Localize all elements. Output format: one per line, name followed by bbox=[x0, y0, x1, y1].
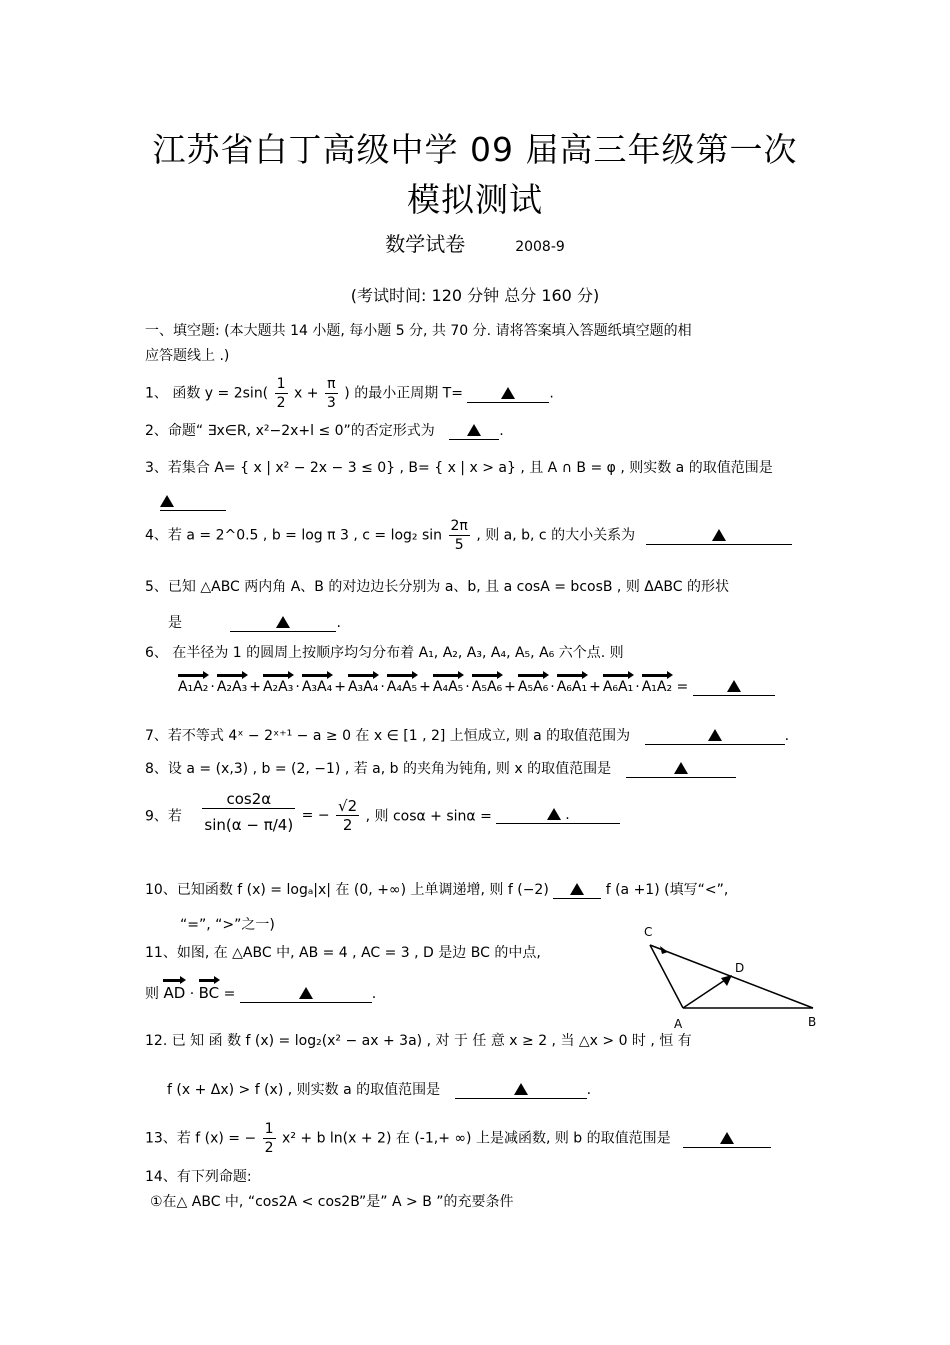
triangle-marker-icon bbox=[276, 616, 290, 628]
q13-frac-den: 2 bbox=[264, 1140, 274, 1156]
question-1: 1、 函数 y = 2sin( $\frac{1}{2}$ x + $\frac{\pi}{3}$ ) 的最小正周期 T= . bbox=[145, 376, 554, 411]
exam-date: 2008-9 bbox=[515, 239, 565, 255]
q6-vector-2: A₂A₃ bbox=[217, 673, 247, 695]
label-a: A bbox=[674, 1017, 683, 1031]
q10-text-post: f (a +1) (填写“<”, bbox=[605, 882, 729, 898]
arrowhead-icon bbox=[660, 946, 668, 954]
q6-vector-10: A₆A₁ bbox=[557, 673, 587, 695]
q1-frac1-num: 1 bbox=[276, 376, 286, 392]
question-12-line2: f (x + Δx) > f (x) , 则实数 a 的取值范围是 . bbox=[167, 1082, 592, 1098]
q4-text-pre: 4、若 a = 2^0.5 , b = log π 3 , c = log₂ sin bbox=[145, 527, 443, 544]
q6-vector-3: A₂A₃ bbox=[263, 673, 293, 695]
exam-info: (考试时间: 120 分钟 总分 160 分) bbox=[350, 286, 600, 305]
label-b: B bbox=[808, 1015, 817, 1029]
q6-operator-3: · bbox=[295, 679, 300, 695]
q2-text: 2、命题“ ∃x∈R, x²−2x+l ≤ 0”的否定形式为 bbox=[145, 423, 435, 439]
q6-equals: = bbox=[676, 679, 689, 695]
q6-vector-12: A₁A₂ bbox=[642, 673, 672, 695]
q8-text: 8、设 a = (x,3) , b = (2, −1) , 若 a, b 的夹角为钝角, 则 x 的取值范围是 bbox=[145, 761, 612, 777]
q12-answer-blank[interactable] bbox=[455, 1082, 587, 1099]
q6-vector-7: A₄A₅ bbox=[433, 673, 463, 695]
q1-fraction-2 bbox=[325, 375, 338, 412]
q6-operator-4: + bbox=[334, 679, 346, 695]
question-14-item1: ①在△ ABC 中, “cos2A < cos2B”是” A > B ”的充要条件 bbox=[150, 1194, 514, 1210]
question-5-line1: 5、已知 △ABC 两内角 A、B 的对边边长分别为 a、b, 且 a cosA = bcosB , 则 ΔABC 的形状 bbox=[145, 579, 730, 595]
question-8 bbox=[145, 758, 736, 778]
q13-frac-num: 1 bbox=[264, 1121, 274, 1137]
q7-text: 7、若不等式 4ˣ − 2ˣ⁺¹ − a ≥ 0 在 x ∈ [1 , 2] 上恒成立, 则 a 的取值范围为 bbox=[145, 728, 631, 744]
q6-vector-8: A₅A₆ bbox=[472, 673, 502, 695]
q6-vector-11: A₆A₁ bbox=[603, 673, 633, 695]
question-10-line1 bbox=[145, 879, 728, 899]
q6-vector-5: A₃A₄ bbox=[348, 673, 378, 695]
q9-fraction-left bbox=[202, 790, 295, 841]
q11-vector-ad: AD bbox=[163, 978, 185, 1002]
triangle-marker-icon bbox=[514, 1083, 528, 1095]
q6-vector-4: A₃A₄ bbox=[302, 673, 332, 695]
q6-operator-1: · bbox=[210, 679, 215, 695]
question-7: 7、若不等式 4ˣ − 2ˣ⁺¹ − a ≥ 0 在 x ∈ [1 , 2] 上恒成立, 则 a 的取值范围为 . bbox=[145, 728, 790, 744]
segment-cb bbox=[650, 945, 813, 1008]
q6-operator-9: · bbox=[550, 679, 555, 695]
question-12-line1: 12. 已 知 函 数 f (x) = log₂(x² − ax + 3a) , 对 于 任 意 x ≥ 2 , 当 △x > 0 时 , 恒 有 bbox=[145, 1033, 692, 1049]
q2-answer-blank[interactable] bbox=[449, 423, 499, 440]
q6-operator-8: + bbox=[504, 679, 516, 695]
q6-operator-2: + bbox=[249, 679, 261, 695]
q6-operator-11: · bbox=[635, 679, 640, 695]
q6-operator-10: + bbox=[589, 679, 601, 695]
q9-frac-right-den: 2 bbox=[342, 816, 353, 834]
q10-text-pre: 10、已知函数 f (x) = logₐ|x| 在 (0, +∞) 上单调递增, 则 f (−2) bbox=[145, 882, 549, 898]
q11-dot: · bbox=[189, 986, 195, 1002]
triangle-marker-icon bbox=[160, 495, 174, 507]
q9-text-pre: 9、若 bbox=[145, 808, 182, 825]
q6-vector-expression bbox=[178, 679, 672, 695]
vector-ad-arrow bbox=[683, 978, 728, 1008]
q1-frac1-den: 2 bbox=[276, 395, 286, 411]
triangle-marker-icon bbox=[712, 529, 726, 541]
exam-title-line1: 江苏省白丁高级中学 09 届高三年级第一次 bbox=[152, 130, 798, 169]
q9-frac-den: sin(α − π/4) bbox=[204, 816, 294, 834]
q6-operator-5: · bbox=[380, 679, 385, 695]
question-3: 3、若集合 A= { x | x² − 2x − 3 ≤ 0} , B= { x | x > a} , 且 A ∩ B = φ , 则实数 a 的取值范围是 bbox=[145, 460, 773, 476]
question-5-line2: 是 . bbox=[168, 615, 341, 631]
question-11-line1: 11、如图, 在 △ABC 中, AB = 4 , AC = 3 , D 是边 BC 的中点, bbox=[145, 945, 541, 961]
q4-frac-num: 2π bbox=[450, 518, 468, 534]
q13-answer-blank[interactable] bbox=[683, 1131, 771, 1148]
arrowhead-icon bbox=[721, 975, 732, 986]
q11-vector-bc: BC bbox=[199, 978, 220, 1002]
q9-equals: = − bbox=[301, 807, 330, 824]
section-heading-line1: 一、填空题: (本大题共 14 小题, 每小题 5 分, 共 70 分. 请将答案填入答题纸填空题的相 bbox=[145, 323, 692, 339]
q6-vector-6: A₄A₅ bbox=[387, 673, 417, 695]
q9-frac-right-num: √2 bbox=[338, 797, 358, 815]
exam-subtitle bbox=[0, 228, 950, 257]
q9-fraction-right bbox=[336, 797, 359, 834]
q3-answer-blank[interactable] bbox=[160, 494, 226, 511]
q4-fraction bbox=[449, 517, 470, 554]
q11-equals: = bbox=[223, 986, 236, 1002]
label-c: C bbox=[644, 925, 653, 939]
question-4 bbox=[145, 517, 792, 554]
triangle-marker-icon bbox=[570, 883, 584, 895]
question-14-line1: 14、有下列命题: bbox=[145, 1169, 252, 1185]
q5-line2-text: 是 bbox=[168, 615, 182, 631]
triangle-marker-icon bbox=[674, 762, 688, 774]
q4-text-post: , 则 a, b, c 的大小关系为 bbox=[476, 527, 636, 544]
question-13 bbox=[145, 1120, 771, 1157]
q9-frac-num: cos2α bbox=[202, 790, 295, 809]
q6-operator-7: · bbox=[465, 679, 470, 695]
exam-title-line2: 模拟测试 bbox=[407, 180, 543, 219]
triangle-marker-icon bbox=[501, 387, 515, 399]
q3-answer-line[interactable] bbox=[160, 494, 226, 511]
q13-fraction bbox=[263, 1120, 276, 1157]
question-6-line1: 6、 在半径为 1 的圆周上按顺序均匀分布着 A₁, A₂, A₃, A₄, A₅, A₆ 六个点. 则 bbox=[145, 645, 624, 661]
triangle-marker-icon bbox=[299, 987, 313, 999]
q6-operator-6: + bbox=[419, 679, 431, 695]
q1-text-mid: x + bbox=[293, 385, 319, 402]
segment-ca bbox=[650, 945, 683, 1008]
q4-answer-blank[interactable] bbox=[646, 528, 792, 545]
q1-frac2-num: π bbox=[325, 375, 338, 394]
q1-answer-blank[interactable] bbox=[467, 386, 549, 403]
triangle-marker-icon bbox=[708, 729, 722, 741]
triangle-abc-figure bbox=[640, 920, 825, 1035]
question-11-line2: 则 AD · BC = . bbox=[145, 978, 376, 1003]
triangle-marker-icon bbox=[727, 680, 741, 692]
section-heading-line2: 应答题线上 .) bbox=[145, 348, 230, 364]
q9-answer-blank[interactable]: . bbox=[496, 807, 620, 824]
q1-frac2-den: 3 bbox=[326, 395, 336, 411]
q6-vector-1: A₁A₂ bbox=[178, 673, 208, 695]
triangle-marker-icon bbox=[547, 808, 561, 820]
q6-vector-9: A₅A₆ bbox=[518, 673, 548, 695]
q11-text-pre: 则 bbox=[145, 986, 159, 1002]
triangle-marker-icon bbox=[720, 1132, 734, 1144]
q6-answer-blank[interactable] bbox=[693, 679, 775, 696]
q1-text-pre: 1、 函数 y = 2sin( bbox=[145, 385, 269, 402]
q13-text-post: x² + b ln(x + 2) 在 (-1,+ ∞) 上是减函数, 则 b 的取值范围是 bbox=[282, 1130, 671, 1147]
q9-text-post: , 则 cosα + sinα = bbox=[365, 808, 492, 825]
q10-answer-blank[interactable] bbox=[553, 882, 601, 899]
q7-answer-blank[interactable] bbox=[645, 728, 785, 745]
subject-label: 数学试卷 bbox=[385, 232, 466, 256]
q12-text: f (x + Δx) > f (x) , 则实数 a 的取值范围是 bbox=[167, 1082, 441, 1098]
q4-frac-den: 5 bbox=[454, 537, 464, 553]
triangle-marker-icon bbox=[467, 424, 481, 436]
q11-answer-blank[interactable] bbox=[240, 986, 372, 1003]
q1-text-post: ) 的最小正周期 T= bbox=[344, 385, 463, 402]
q5-answer-blank[interactable] bbox=[230, 615, 336, 632]
label-d: D bbox=[735, 961, 745, 975]
question-9 bbox=[145, 790, 620, 841]
q8-answer-blank[interactable] bbox=[626, 761, 736, 778]
q13-text-pre: 13、若 f (x) = − bbox=[145, 1130, 257, 1147]
question-6-line2 bbox=[178, 673, 775, 696]
question-10-line2: “=”, “>”之一) bbox=[180, 917, 275, 933]
question-2: 2、命题“ ∃x∈R, x²−2x+l ≤ 0”的否定形式为 . bbox=[145, 423, 504, 439]
q1-fraction-1 bbox=[275, 375, 288, 412]
